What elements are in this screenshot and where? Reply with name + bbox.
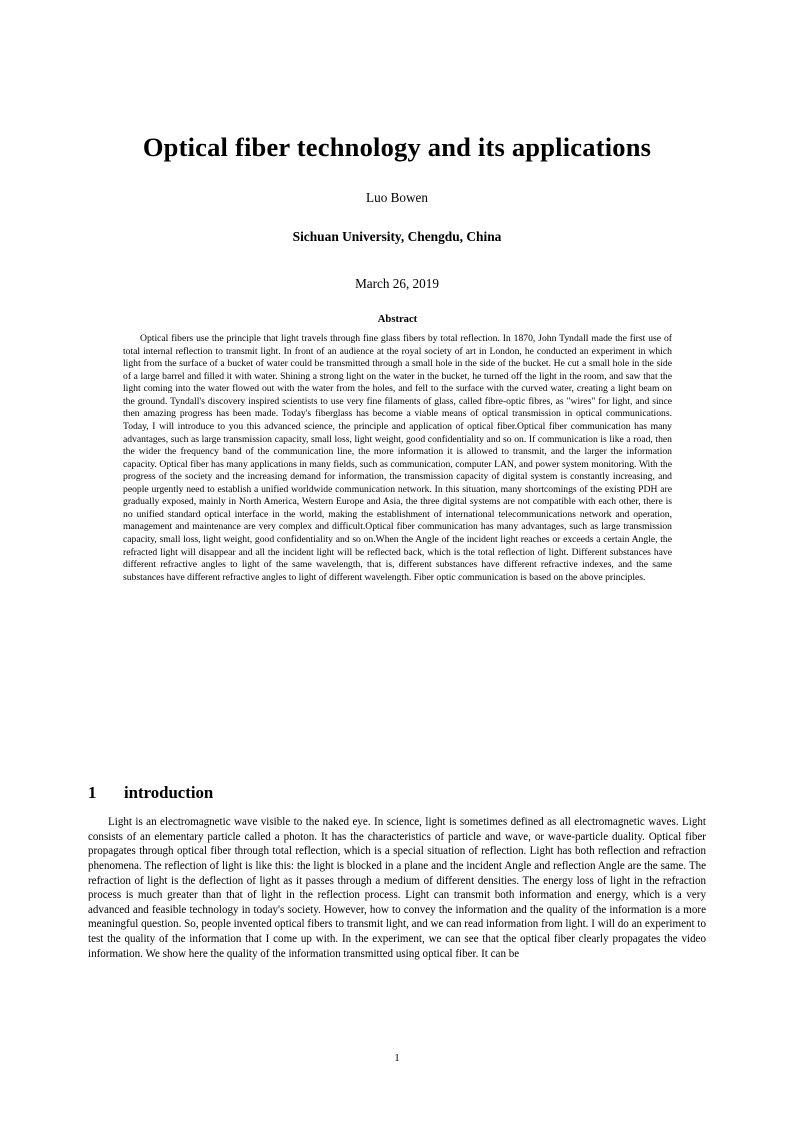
section-title: introduction: [124, 783, 214, 802]
title-block: [88, 132, 706, 292]
section-number: 1: [88, 783, 97, 802]
author-name: Luo Bowen: [366, 190, 428, 206]
section-body-1: [88, 815, 706, 961]
author-affiliation: Sichuan University, Chengdu, China: [292, 229, 502, 245]
page-number-footer: 1: [394, 1053, 400, 1064]
section-heading-1: [88, 783, 706, 803]
page-title: Optical fiber technology and its applications: [142, 132, 652, 162]
paragraph: Light is an electromagnetic wave visible to the naked eye. In science, light is sometimes defined as all electromagnetic waves. Light consists of an elementary particle called a photon. It has the characteristics of particle and wave, or wave-particle duality. Optical fiber propagates through optical fiber through total reflection, which is a special situation of reflection. Light has both reflection and refraction phenomena. The reflection of light is like this: the light is blocked in a plane and the incident Angle and reflection Angle are the same. The refraction of light is the deflection of light as it passes through a medium of different densities. The energy loss of light in the refraction process is much greater than that of light in the reflection process. Light can transmit both information and energy, which is a very advanced and feasible technology in today's society. However, how to convey the information and the quality of the information is a more meaningful question. So, people invented optical fibers to transmit light, and we can read information from light. I will do an experiment to test the quality of the information that I come up with. In the experiment, we can see that the optical fiber clearly propagates the video information. We show here the quality of the information transmitted using optical fiber. It can be: [88, 816, 706, 960]
abstract-text: Optical fibers use the principle that light travels through fine glass fibers by total reflection. In 1870, John Tyndall made the first use of total internal reflection to transmit light. In front of an audience at the royal society of art in London, he conducted an experiment in which light from the surface of a bucket of water could be transmitted through a small hole in the side of the bucket. He cut a small hole in the side of a large barrel and filled it with water. Shining a strong light on the water in the bucket, he turned off the light in the room, and saw that the light coming into the water flowed out with the water from the holes, and fell to the surface with the curved water, creating a light beam on the ground. Tyndall's discovery inspired scientists to use very fine filaments of glass, called fibre-optic fibres, as "wires" for light, and since then amazing progress has been made. Today's fiberglass has become a viable means of optical transmission in optical communications. Today, I will introduce to you this advanced science, the principle and application of optical fiber.Optical fiber communication has many advantages, such as large transmission capacity, small loss, light weight, good confidentiality and so on. If communication is like a road, then the wider the frequency band of the communication line, the more information it is allowed to transmit, and the larger the information capacity. Optical fiber has many applications in many fields, such as communication, computer LAN, and power system monitoring. With the progress of the society and the increasing demand for information, the transmission capacity of digital system is constantly increasing, and people urgently need to establish a unified worldwide communication network. In this situation, many shortcomings of the existing PDH are gradually exposed, mainly in North America, Western Europe and Asia, the three digital systems are not compatible with each other, there is no unified standard optical interface in the world, making the establishment of international telecommunications network and operation, management and maintenance are very complex and difficult.Optical fiber communication has many advantages, such as large transmission capacity, small loss, light weight, good confidentiality and so on.When the Angle of the incident light reaches or exceeds a certain Angle, the refracted light will disappear and all the incident light will be reflected back, which is the total reflection of light. Different substances have different refractive angles to light of the same wavelength, that is, different substances have different refractive indexes, and the same substances have different refractive angles to light of different wavelength. Fiber optic communication is based on the above principles.: [123, 333, 672, 583]
abstract-heading: Abstract: [377, 314, 418, 325]
publication-date: March 26, 2019: [355, 276, 439, 292]
abstract-section: [123, 314, 672, 584]
